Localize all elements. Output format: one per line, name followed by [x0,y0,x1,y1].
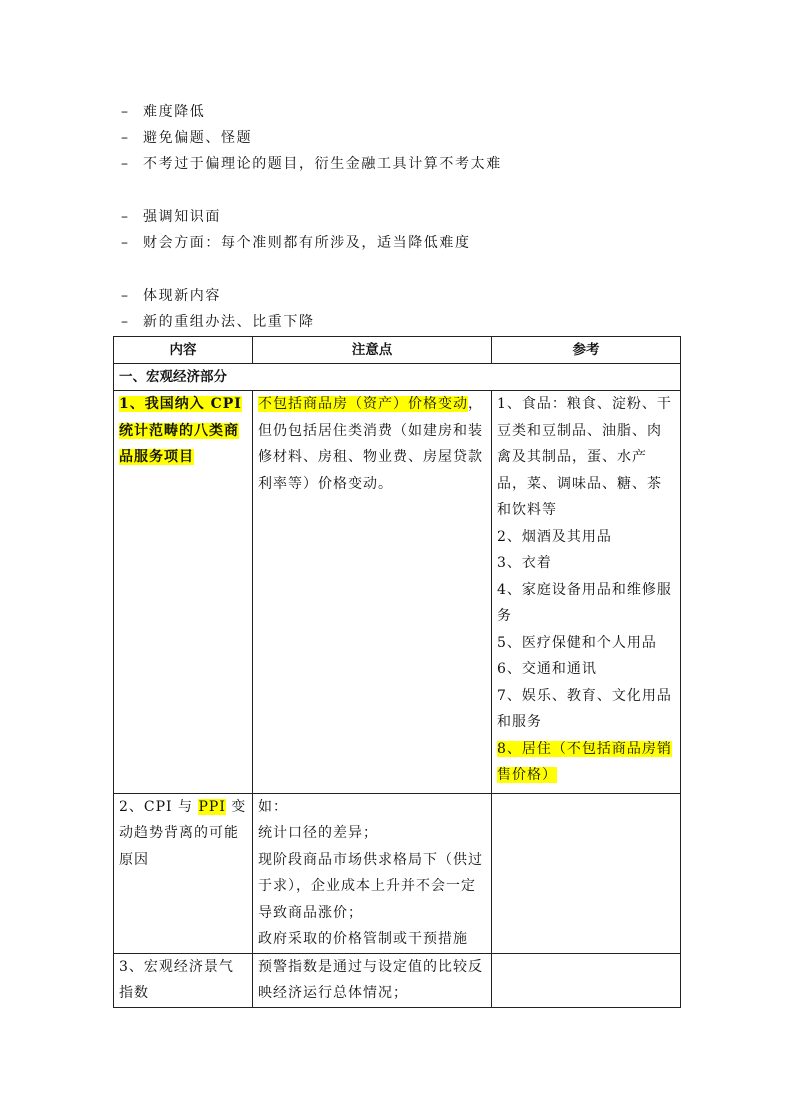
table-row [114,953,681,1007]
bullet-item [121,230,741,256]
section-row [114,364,681,391]
row2-content-highlight: PPI [198,798,226,815]
bullet-dash: – [121,314,128,330]
bullet-item [121,204,741,230]
bullet-text: 难度降低 [143,104,206,120]
bullet-dash: – [121,209,128,225]
bullet-dash: – [121,104,128,120]
bullet-item [121,151,741,177]
row3-note: 预警指数是通过与设定值的比较反映经济运行总体情况； [258,958,483,1001]
table-row [114,793,681,953]
note-line: 统计口径的差异； [258,825,378,841]
bullet-item [121,99,741,125]
reference-item: 4、家庭设备用品和维修服务 [497,581,672,624]
bullet-item [121,309,741,335]
row3-notes-cell [253,953,492,1007]
row1-content-cell [114,391,253,794]
content-table [113,336,681,1008]
row1-note-rest: ，但仍包括居住类消费（如建房和装修材料、房租、物业费、房屋贷款利率等）价格变动。 [258,396,483,492]
row1-content: 1、我国纳入 CPI 统计范畴的八类商品服务项目 [119,396,242,465]
bullet-dash: – [121,235,128,251]
note-line: 政府采取的价格管制或干预措施 [258,931,468,947]
bullet-dash: – [121,288,128,304]
bullet-text: 体现新内容 [143,288,221,304]
row1-notes-cell [253,391,492,794]
table-row [114,391,681,794]
row2-content-prefix: 2、CPI 与 [119,798,199,815]
header-content: 内容 [114,337,253,364]
note-line: 如： [258,798,288,815]
reference-item: 2、烟酒及其用品 [497,528,612,545]
row3-content: 3、宏观经济景气指数 [119,958,234,1001]
row3-reference-cell [492,953,681,1007]
row2-content-suffix: 变动趋势背离的可能原因 [119,798,247,868]
reference-item: 7、娱乐、教育、文化用品和服务 [497,687,672,730]
section-title: 一、宏观经济部分 [114,364,681,391]
reference-item: 5、医疗保健和个人用品 [497,634,657,651]
row1-note-highlight: 不包括商品房（资产）价格变动 [258,396,468,412]
reference-item-highlight: 8、居住（不包括商品房销售价格） [497,740,672,783]
bullet-text: 避免偏题、怪题 [143,130,253,146]
bullet-item [121,125,741,151]
bullet-text: 不考过于偏理论的题目，衍生金融工具计算不考太难 [143,156,502,172]
reference-item: 6、交通和通讯 [497,661,597,677]
row2-reference-cell [492,793,681,953]
bullet-text: 财会方面：每个准则都有所涉及，适当降低难度 [143,235,471,251]
row2-notes-cell [253,793,492,953]
bullet-list [121,99,741,335]
reference-item: 3、衣着 [497,555,552,571]
bullet-text: 新的重组办法、比重下降 [143,314,315,330]
bullet-text: 强调知识面 [143,209,221,225]
reference-item: 1、食品：粮食、淀粉、干豆类和豆制品、油脂、肉禽及其制品，蛋、水产品，菜、调味品、糖、茶和饮料等 [497,396,672,518]
bullet-dash: – [121,130,128,146]
header-reference: 参考 [492,337,681,364]
row2-content-cell [114,793,253,953]
note-line: 现阶段商品市场供求格局下（供过于求），企业成本上升并不会一定导致商品涨价； [258,851,483,921]
row1-reference-cell [492,391,681,794]
row3-content-cell [114,953,253,1007]
bullet-dash: – [121,156,128,172]
bullet-item [121,283,741,309]
header-notes: 注意点 [253,337,492,364]
table-header-row [114,337,681,364]
